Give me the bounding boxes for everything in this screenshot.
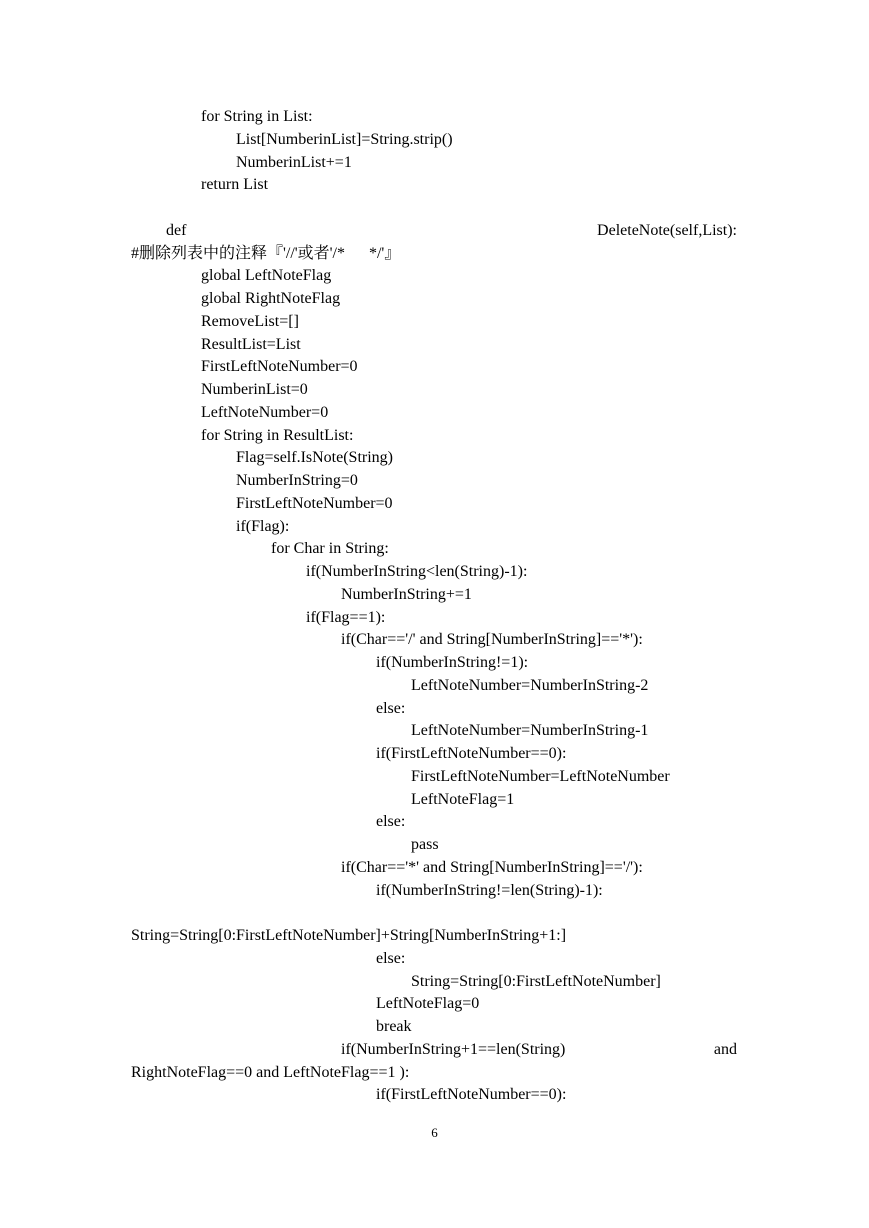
code-line: for Char in String: xyxy=(271,540,389,557)
code-line: and xyxy=(713,1041,737,1058)
code-line: LeftNoteFlag=0 xyxy=(376,995,480,1012)
code-line: LeftNoteNumber=NumberInString-1 xyxy=(411,722,649,739)
code-line: NumberinList=0 xyxy=(201,381,308,398)
code-line: global RightNoteFlag xyxy=(201,290,341,307)
code-line: LeftNoteNumber=0 xyxy=(201,404,329,421)
code-line: break xyxy=(376,1018,412,1035)
code-line: NumberInString+=1 xyxy=(341,586,472,603)
code-line: Flag=self.IsNote(String) xyxy=(236,449,393,466)
page-number: 6 xyxy=(431,1125,438,1140)
code-line: NumberinList+=1 xyxy=(236,154,352,171)
code-line: ResultList=List xyxy=(201,336,301,353)
code-line: FirstLeftNoteNumber=0 xyxy=(236,495,393,512)
code-line: String=String[0:FirstLeftNoteNumber] xyxy=(411,973,661,990)
code-line: else: xyxy=(376,950,406,967)
code-line: if(NumberInString<len(String)-1): xyxy=(306,563,528,580)
code-line: List[NumberinList]=String.strip() xyxy=(236,131,453,148)
code-line: return List xyxy=(201,176,269,193)
code-line: if(Flag): xyxy=(236,518,290,535)
code-line: if(Flag==1): xyxy=(306,609,386,626)
code-line: if(NumberInString!=len(String)-1): xyxy=(376,882,603,899)
code-line: RightNoteFlag==0 and LeftNoteFlag==1 ): xyxy=(131,1064,410,1081)
code-line: if(FirstLeftNoteNumber==0): xyxy=(376,745,567,762)
code-line: if(Char=='*' and String[NumberInString]=='/'): xyxy=(341,859,643,876)
code-line: global LeftNoteFlag xyxy=(201,267,332,284)
code-line: NumberInString=0 xyxy=(236,472,358,489)
code-line: DeleteNote(self,List): xyxy=(597,222,737,239)
code-line: pass xyxy=(411,836,439,853)
code-line: else: xyxy=(376,700,406,717)
code-line: else: xyxy=(376,813,406,830)
code-line: FirstLeftNoteNumber=0 xyxy=(201,358,358,375)
code-line: def xyxy=(166,222,187,239)
code-line: if(NumberInString!=1): xyxy=(376,654,529,671)
code-comment-line: #删除列表中的注释『'//'或者'/* */'』 xyxy=(131,245,401,262)
code-line: LeftNoteFlag=1 xyxy=(411,791,515,808)
code-line: if(Char=='/' and String[NumberInString]=='*'): xyxy=(341,631,643,648)
code-line: String=String[0:FirstLeftNoteNumber]+String[NumberInString+1:] xyxy=(131,927,567,944)
code-line: LeftNoteNumber=NumberInString-2 xyxy=(411,677,649,694)
code-line: RemoveList=[] xyxy=(201,313,299,330)
code-line: for String in ResultList: xyxy=(201,427,354,444)
code-line: if(FirstLeftNoteNumber==0): xyxy=(376,1086,567,1103)
code-line: FirstLeftNoteNumber=LeftNoteNumber xyxy=(411,768,670,785)
code-line: for String in List: xyxy=(201,108,313,125)
code-line: if(NumberInString+1==len(String) xyxy=(341,1041,566,1058)
